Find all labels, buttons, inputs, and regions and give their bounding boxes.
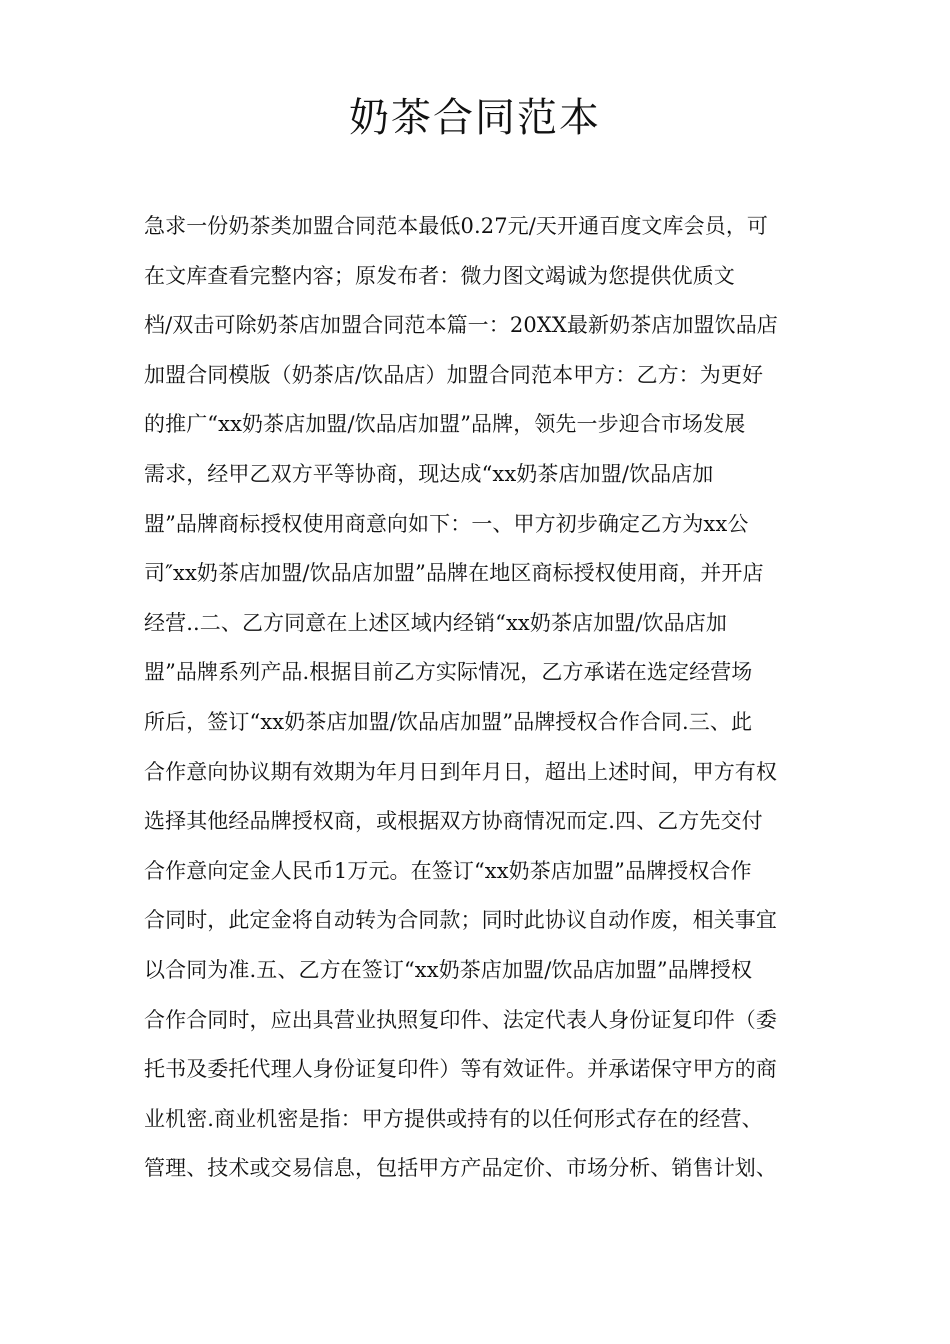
body-line: 经营..二、乙方同意在上述区域内经销“xx奶茶店加盟/饮品店加 [144,610,727,635]
body-line: 托书及委托代理人身份证复印件）等有效证件。并承诺保守甲方的商 [144,1057,777,1082]
body-line: 的推广“xx奶茶店加盟/饮品店加盟”品牌，领先一步迎合市场发展 [144,412,746,437]
body-line: 司″xx奶茶店加盟/饮品店加盟”品牌在地区商标授权使用商，并开店 [144,561,764,586]
body-line: 在文库查看完整内容；原发布者：微力图文竭诚为您提供优质文 [144,263,735,288]
body-line: 急求一份奶茶类加盟合同范本最低0.27元/天开通百度文库会员，可 [144,214,769,238]
body-line: 合作意向定金人民币1万元。在签订“xx奶茶店加盟”品牌授权合作 [144,858,752,883]
body-line: 合同时，此定金将自动转为合同款；同时此协议自动作废，相关事宜 [144,908,777,933]
body-line: 盟”品牌系列产品.根据目前乙方实际情况，乙方承诺在选定经营场 [144,660,753,685]
body-line: 加盟合同模版（奶茶店/饮品店）加盟合同范本甲方：乙方：为更好 [144,362,764,387]
document-body [144,202,824,1194]
body-line: 合作意向协议期有效期为年月日到年月日，超出上述时间，甲方有权 [144,759,777,784]
body-line: 业机密.商业机密是指：甲方提供或持有的以任何形式存在的经营、 [144,1106,763,1131]
body-line: 所后，签订“xx奶茶店加盟/饮品店加盟”品牌授权合作合同.三、此 [144,709,753,734]
body-line: 档/双击可除奶茶店加盟合同范本篇一：20XX最新奶茶店加盟饮品店 [144,313,778,338]
body-line: 盟”品牌商标授权使用商意向如下：一、甲方初步确定乙方为xx公 [144,511,749,536]
body-line: 选择其他经品牌授权商，或根据双方协商情况而定.四、乙方先交付 [144,809,763,834]
body-line: 以合同为准.五、乙方在签订“xx奶茶店加盟/饮品店加盟”品牌授权 [144,957,753,982]
document-title: 奶茶合同范本 [349,95,601,141]
body-line: 合作合同时，应出具营业执照复印件、法定代表人身份证复印件（委 [144,1007,777,1032]
body-line: 管理、技术或交易信息，包括甲方产品定价、市场分析、销售计划、 [144,1156,777,1181]
body-line: 需求，经甲乙双方平等协商，现达成“xx奶茶店加盟/饮品店加 [144,461,714,486]
